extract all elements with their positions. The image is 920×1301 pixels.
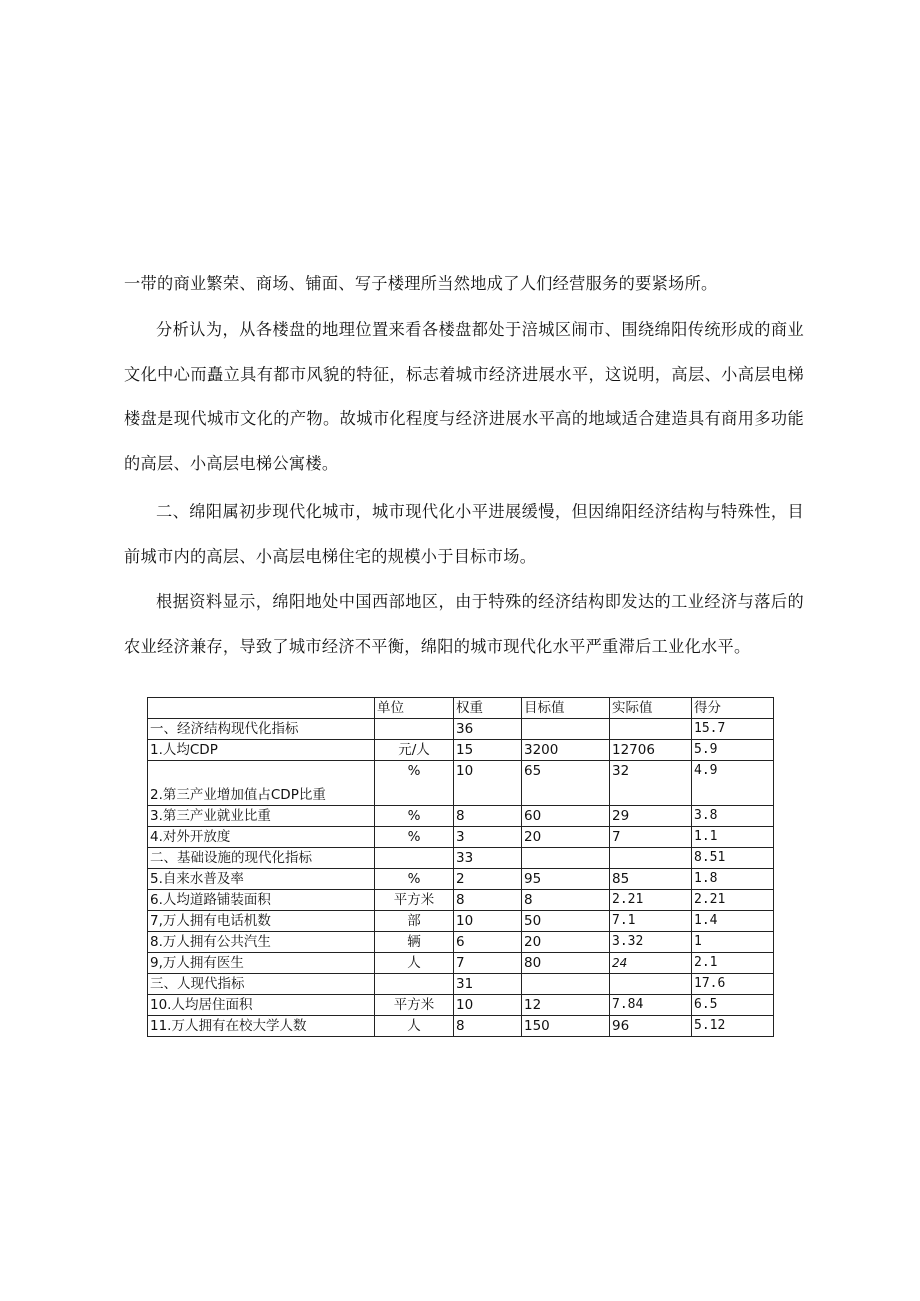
table-row [148,1016,774,1037]
table-cell [375,719,454,740]
table-cell: 平方米 [375,890,454,911]
table-cell: 11.万人拥有在校大学人数 [148,1016,375,1037]
table-cell: % [375,761,454,806]
table-cell: 7.1 [610,911,692,932]
table-row [148,761,774,806]
table-cell: 10 [454,995,522,1016]
table-cell [522,848,610,869]
table-cell: 7.84 [610,995,692,1016]
table-cell: 36 [454,719,522,740]
table-cell: 三、人现代指标 [148,974,375,995]
table-cell: 1.8 [692,869,774,890]
table-row [148,890,774,911]
table-row [148,806,774,827]
table-header-row [148,698,774,719]
paragraph-3: 二、绵阳属初步现代化城市，城市现代化小平进展缓慢，但因绵阳经济结构与特殊性，目前城市内的高层、小高层电梯住宅的规模小于目标市场。 [124,502,804,566]
table-cell [610,719,692,740]
table-cell: 65 [522,761,610,806]
table-cell: 6 [454,932,522,953]
table-cell: 33 [454,848,522,869]
table-cell: % [375,869,454,890]
table-cell: 95 [522,869,610,890]
table-cell: 20 [522,932,610,953]
table-cell [375,848,454,869]
paragraph-1: 一带的商业繁荣、商场、铺面、写子楼理所当然地成了人们经营服务的要紧场所。 [124,274,718,293]
table-row [148,848,774,869]
table-cell: 2 [454,869,522,890]
header-cell: 实际值 [610,698,692,719]
table-cell: 1.4 [692,911,774,932]
table-cell: 7 [454,953,522,974]
table-cell: 12 [522,995,610,1016]
table-cell [375,974,454,995]
table-cell: 80 [522,953,610,974]
table-cell: 3.32 [610,932,692,953]
table-cell [610,848,692,869]
table-cell [522,974,610,995]
table-cell: 8 [454,890,522,911]
table-cell: 6.5 [692,995,774,1016]
table-cell: 平方米 [375,995,454,1016]
table-row [148,869,774,890]
table-cell: 32 [610,761,692,806]
header-cell: 得分 [692,698,774,719]
table-cell: 10 [454,911,522,932]
table-cell: 4.对外开放度 [148,827,375,848]
table-cell: 8 [522,890,610,911]
header-cell: 单位 [375,698,454,719]
table-cell: 5.12 [692,1016,774,1037]
table-row [148,974,774,995]
table-cell: 24 [610,953,692,974]
table-cell: 人 [375,1016,454,1037]
table-cell: 8 [454,1016,522,1037]
table-row [148,719,774,740]
table-cell: 12706 [610,740,692,761]
table-cell: 5.自来水普及率 [148,869,375,890]
header-cell: 目标值 [522,698,610,719]
table-cell [522,719,610,740]
table-cell: 15.7 [692,719,774,740]
table-cell: 2.21 [610,890,692,911]
table-cell: 150 [522,1016,610,1037]
table-cell: 85 [610,869,692,890]
table-cell: 7,万人拥有电话机数 [148,911,375,932]
table-cell: 3.8 [692,806,774,827]
table-cell: 3 [454,827,522,848]
table-cell: 17.6 [692,974,774,995]
table-cell: 60 [522,806,610,827]
header-cell: 权重 [454,698,522,719]
table-row [148,932,774,953]
header-cell [148,698,375,719]
table-row [148,740,774,761]
table-row [148,995,774,1016]
table-row [148,953,774,974]
table-cell: 4.9 [692,761,774,806]
table-cell: % [375,806,454,827]
table-cell: 29 [610,806,692,827]
paragraph-2: 分析认为，从各楼盘的地理位置来看各楼盘都处于涪城区闹市、围绕绵阳传统形成的商业文化中心而矗立具有都市风貌的特征，标志着城市经济进展水平，这说明，高层、小高层电梯楼盘是现代城市文化的产物。故城市化程度与经济进展水平高的地域适合建造具有商用多功能的高层、小高层电梯公寓楼。 [124,320,804,473]
table-cell: 5.9 [692,740,774,761]
table-cell: 10 [454,761,522,806]
table-cell [610,974,692,995]
paragraph-4: 根据资料显示，绵阳地处中国西部地区，由于特殊的经济结构即发达的工业经济与落后的农业经济兼存，导致了城市经济不平衡，绵阳的城市现代化水平严重滞后工业化水平。 [124,592,804,656]
table-cell: 8.51 [692,848,774,869]
table-cell: 2.第三产业增加值占CDP比重 [148,761,375,806]
table-cell: 1 [692,932,774,953]
table-cell: 3200 [522,740,610,761]
table-cell: 元/人 [375,740,454,761]
table-cell: 人 [375,953,454,974]
modernization-index-table [147,697,774,1037]
table-cell: 辆 [375,932,454,953]
table-cell: 10.人均居住面积 [148,995,375,1016]
table-row [148,827,774,848]
table-cell: 部 [375,911,454,932]
table-cell: 一、经济结构现代化指标 [148,719,375,740]
table-cell: 31 [454,974,522,995]
table-cell: 1.1 [692,827,774,848]
table-cell: 9,万人拥有医生 [148,953,375,974]
table-row [148,911,774,932]
table-cell: 2.1 [692,953,774,974]
table-cell: 6.人均道路铺装面积 [148,890,375,911]
table-cell: 7 [610,827,692,848]
table-cell: 15 [454,740,522,761]
table-cell: 8 [454,806,522,827]
table-cell: 50 [522,911,610,932]
table-cell: 1.人均CDP [148,740,375,761]
table-cell: 二、基础设施的现代化指标 [148,848,375,869]
table-cell: 8.万人拥有公共汽生 [148,932,375,953]
table-cell: % [375,827,454,848]
table-cell: 3.第三产业就业比重 [148,806,375,827]
table-cell: 2.21 [692,890,774,911]
table-cell: 20 [522,827,610,848]
table-cell: 96 [610,1016,692,1037]
